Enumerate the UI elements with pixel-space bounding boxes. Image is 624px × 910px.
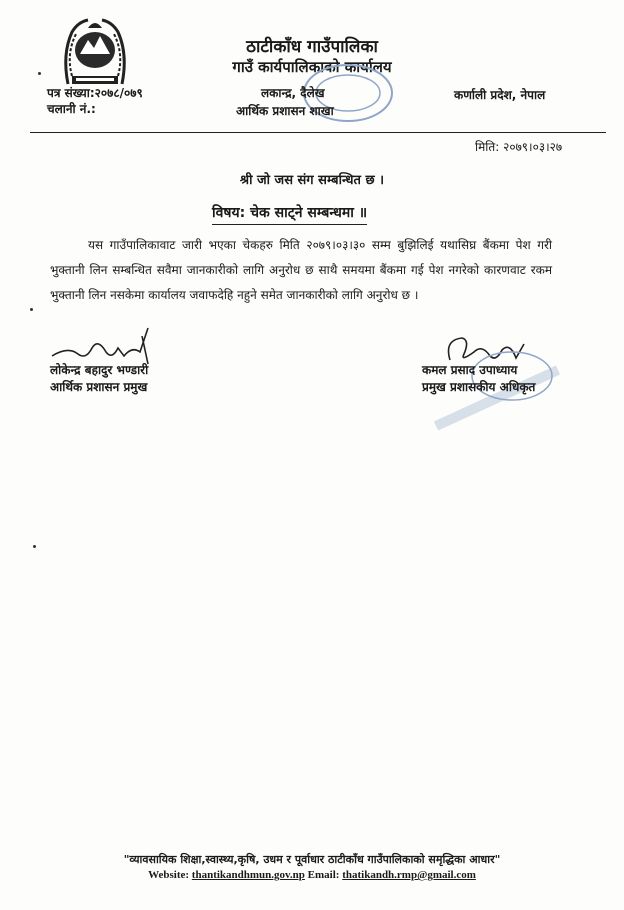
office-name: गाउँ कार्यपालिकाको कार्यालय bbox=[232, 58, 392, 76]
scan-speck bbox=[30, 308, 33, 311]
letter-body: यस गाउँपालिकावाट जारी भएका चेकहरु मिति २०७९।०३।३० सम्म बुझिलिई यथासिघ्र बैंकमा पेश गरी भुक्तानी लिन सम्बन्धित सवैमा जानकारीको लागि अनुरोध छ साथै समयमा बैंकमा गई पेश नगरेको कारणवाट रकम भुक्तानी लिन नसकेमा कार्यालय जवाफदेहि नहुने समेत जानकारीको लागि अनुरोध छ । bbox=[50, 238, 552, 302]
right-signatory-title: प्रमुख प्रशासकीय अधिकृत bbox=[422, 380, 536, 394]
left-signatory-title: आर्थिक प्रशासन प्रमुख bbox=[50, 380, 148, 394]
right-signatory-name: कमल प्रसाद उपाध्याय bbox=[422, 363, 518, 377]
email-link[interactable]: thatikandh.rmp@gmail.com bbox=[342, 869, 476, 881]
right-signatory bbox=[422, 362, 535, 396]
footer-motto: "व्यावसायिक शिक्षा,स्वास्थ्य,कृषि, उधम र पूर्वाधार ठाटीकाँध गाउँपालिकाको समृद्धिका आधार" bbox=[123, 853, 501, 866]
scan-speck bbox=[38, 72, 41, 75]
header-divider bbox=[30, 132, 606, 133]
left-signatory-name: लोकेन्द्र बहादुर भण्डारी bbox=[50, 363, 149, 377]
website-link[interactable]: thantikandhmun.gov.np bbox=[191, 869, 305, 881]
letter-date: मिति: २०७९।०३।२७ bbox=[475, 140, 563, 154]
municipality-name: ठाटीकाँध गाउँपालिका bbox=[246, 37, 378, 57]
branch-name: आर्थिक प्रशासन शाखा bbox=[236, 104, 334, 118]
email-label: Email: bbox=[307, 869, 340, 881]
footer-contact bbox=[0, 869, 624, 881]
office-location: लकान्द्र, दैलेख bbox=[261, 86, 325, 100]
scan-speck bbox=[33, 545, 36, 548]
salutation: श्री जो जस संग सम्बन्धित छ । bbox=[239, 173, 385, 188]
left-signatory bbox=[50, 362, 148, 396]
website-label: Website: bbox=[148, 869, 190, 881]
reference-number: पत्र संख्या:२०७८/०७९ bbox=[47, 86, 143, 100]
province-name: कर्णाली प्रदेश, नेपाल bbox=[454, 88, 546, 102]
subject-line: विषय: चेक साट्ने सम्बन्धमा ॥ bbox=[212, 203, 367, 225]
left-signature bbox=[48, 326, 158, 366]
dispatch-number: चलानी नं.: bbox=[47, 102, 96, 116]
